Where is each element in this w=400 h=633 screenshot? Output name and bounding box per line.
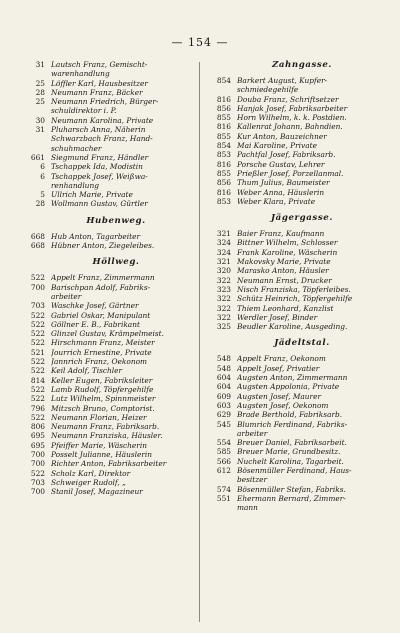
directory-entry [204,294,380,303]
house-number: 695 [30,431,45,441]
directory-entry [18,450,194,459]
directory-entry [204,197,380,206]
resident-name: Siegmund Franz, Händler [51,152,149,162]
house-number: 323 [216,284,231,294]
resident-name: Jourrich Ernestine, Private [51,347,152,357]
section-title-zahngasse: Zahngasse. [271,60,333,70]
jaegergasse-entries [204,229,380,331]
directory-entry [18,134,194,143]
house-number: 522 [30,468,45,478]
resident-name: Mai Karoline, Private [237,141,317,151]
resident-name: Mitzsch Bruno, Comptorist. [51,403,155,413]
directory-entry [18,190,194,199]
resident-name: Keil Adolf, Tischler [51,366,123,376]
house-number: 324 [216,238,231,248]
house-number: 700 [30,449,45,459]
house-number: 522 [30,366,45,376]
house-number: 31 [35,125,45,135]
house-number: 554 [216,438,231,448]
resident-name: Schweiger Rudolf, „ [51,477,126,487]
resident-name: Neumann Florian, Heizer [51,412,147,422]
house-number: 522 [30,338,45,348]
entry-continuation: besitzer [237,475,268,485]
resident-name: Bösenmüller Stefan, Fabriks. [237,484,346,494]
resident-name: Kallenrat Johann, Bahndien. [237,122,343,132]
directory-entry [204,420,380,429]
directory-entry [18,422,194,431]
resident-name: Tschappek Josef, Weißwa- [51,171,148,181]
directory-entry [18,116,194,125]
house-number: 604 [216,373,231,383]
resident-name: Jannrich Franz, Oekonom [51,357,148,367]
house-number: 816 [216,94,231,104]
resident-name: Appelt Josef, Privatier [237,363,320,373]
resident-name: Frank Karoline, Wäscherin [237,247,338,257]
resident-name: Porsche Gustav, Lehrer [237,159,325,169]
directory-entry [204,257,380,266]
directory-entry [18,301,194,310]
resident-name: Nisch Franziska, Töpferleibes. [237,284,351,294]
resident-name: Thiem Leonhard, Kanzlist [237,303,334,313]
house-number: 668 [30,241,45,251]
house-number: 25 [35,78,45,88]
directory-entry [204,141,380,150]
house-number: 31 [35,60,45,69]
directory-entry [204,285,380,294]
resident-name: Göllner E. B., Fabrikant [51,319,140,329]
house-number: 522 [30,273,45,283]
directory-entry [204,322,380,331]
directory-entry [18,125,194,134]
house-number: 322 [216,294,231,304]
section-title-hoellweg: Höllweg. [92,257,140,268]
house-number: 806 [30,422,45,432]
resident-name: Schütz Heinrich, Töpfergehilfe [237,294,353,304]
resident-name: Ehermann Bernard, Zimmer- [237,493,346,503]
house-number: 324 [216,247,231,257]
house-number: 816 [216,159,231,169]
resident-name: Hanjak Josef, Fabriksarbeiter [237,103,348,113]
resident-name: Pachtfal Josef, Fabriksarb. [237,150,336,160]
resident-name: Thum Julius, Baumeister [237,178,330,188]
entry-continuation: arbeiter [51,291,82,301]
house-number: 700 [30,282,45,292]
directory-entry [18,79,194,88]
directory-entry [18,348,194,357]
house-number: 854 [216,76,231,85]
resident-name: Horn Wilhelm, k. k. Postdien. [237,113,347,123]
house-number: 585 [216,447,231,457]
house-number: 855 [216,168,231,178]
resident-name: Augsten Anton, Zimmermann [237,373,348,383]
directory-entry [204,276,380,285]
house-number: 322 [216,312,231,322]
resident-name: Ullrich Marie, Private [51,190,133,200]
house-number: 320 [216,266,231,276]
left-column [18,60,194,496]
directory-entry [18,311,194,320]
resident-name: Pfeiffer Marie, Wäscherin [51,440,147,450]
resident-name: Brade Berthold, Fabriksarb. [237,410,343,420]
directory-entry [204,122,380,131]
resident-name: Hübner Anton, Ziegeleibes. [51,241,155,251]
resident-name: Hirschmann Franz, Meister [51,338,155,348]
house-number: 853 [216,150,231,160]
house-number: 25 [35,97,45,107]
directory-entry [204,401,380,410]
directory-entry [204,188,380,197]
house-number: 796 [30,403,45,413]
directory-entry [18,162,194,171]
directory-entry [18,413,194,422]
house-number: 6 [40,171,45,181]
directory-entry [18,329,194,338]
resident-name: Löffler Karl, Hausbesitzer [51,78,148,88]
section-title-jaedeltstal: Jädeltstal. [274,338,330,349]
resident-name: Schwarzbach Franz, Hand- [51,134,153,144]
house-number: 856 [216,103,231,113]
resident-name: Augsten Appolonia, Private [237,382,340,392]
house-number: 703 [30,301,45,311]
house-number: 325 [216,322,231,332]
resident-name: Neumann Franziska, Häusler. [51,431,163,441]
directory-entry [204,229,380,238]
resident-name: Lamb Rudolf, Töpfergehilfe [51,384,154,394]
jaedeltstal-entries [204,354,380,512]
house-number: 574 [216,484,231,494]
directory-entry [204,466,380,475]
resident-name: Neumann Franz, Fabriksarb. [51,422,160,432]
house-number: 548 [216,354,231,364]
directory-entry [18,357,194,366]
directory-entry [18,273,194,282]
resident-name: Breuer Daniel, Fabriksarbeit. [237,438,347,448]
resident-name: Bösenmüller Ferdinand, Haus- [237,465,352,475]
entry-continuation: mann [237,503,258,513]
directory-entry [204,76,380,85]
directory-entry [204,392,380,401]
resident-name: Blumrich Ferdinand, Fabriks- [237,419,348,429]
resident-name: Prießler Josef, Porzellanmal. [237,168,344,178]
resident-name: Weber Klara, Private [237,196,316,206]
directory-entry [204,410,380,419]
section-title-hubenweg: Hubenweg. [86,215,146,226]
resident-name: Appelt Franz, Oekonom [237,354,326,364]
directory-entry [204,178,380,187]
house-number: 695 [30,440,45,450]
house-number: 551 [216,493,231,503]
house-number [18,134,51,143]
zahngasse-entries [204,76,380,206]
directory-entry [204,485,380,494]
house-number: 853 [216,196,231,206]
directory-entry [18,88,194,97]
resident-name: Barkert August, Kupfer- [237,76,328,85]
house-number: 612 [216,465,231,475]
resident-name: Beudler Karoline, Ausgeding. [237,322,348,332]
house-number: 814 [30,375,45,385]
directory-entry [18,366,194,375]
directory-entry [204,457,380,466]
directory-entry [204,494,380,503]
house-number: 854 [216,141,231,151]
house-number: 522 [30,384,45,394]
directory-entry [204,266,380,275]
resident-name: Neumann Franz, Bäcker [51,87,143,97]
directory-entry [18,431,194,440]
directory-entry [18,283,194,292]
house-number: 856 [216,178,231,188]
resident-name: Wollmann Gustav, Gürtler [51,199,148,209]
entry-continuation: schuldirektor i. P. [51,106,117,116]
house-number: 521 [30,347,45,357]
directory-entry [18,469,194,478]
resident-name: Nuchelt Karolina, Tagarbeit. [237,456,344,466]
directory-entry [18,97,194,106]
house-number: 604 [216,382,231,392]
resident-name: Tschappek Ida, Modistin [51,162,143,172]
entry-continuation: arbeiter [237,428,268,438]
directory-entry [204,447,380,456]
directory-entry [18,60,194,69]
hubenweg-entries [18,232,194,251]
resident-name: Neumann Ernst, Drucker [237,275,332,285]
resident-name: Glinzel Gustav, Krämpelmeist. [51,329,164,339]
resident-name: Baier Franz, Kaufmann [237,229,325,239]
resident-name: Kur Anton, Bauzeichner [237,131,327,141]
resident-name: Augsten Josef, Maurer [237,391,321,401]
directory-entry [204,169,380,178]
directory-entry [18,487,194,496]
house-number: 28 [35,87,45,97]
resident-name: Keller Eugen, Fabriksleiter [51,375,153,385]
resident-name: Lautsch Franz, Gemischt- [51,60,148,69]
directory-entry [204,248,380,257]
resident-name: Augsten Josef, Oekonom [237,400,329,410]
directory-entry [204,364,380,373]
resident-name: Richter Anton, Fabriksarbeiter [51,459,167,469]
house-number: 668 [30,231,45,241]
house-number: 816 [216,187,231,197]
section-title-jaegergasse: Jägergasse. [271,213,333,224]
directory-entry [204,313,380,322]
resident-name: Marasko Anton, Häusler [237,266,329,276]
resident-name: Bittner Wilhelm, Schlosser [237,238,338,248]
resident-name: Scholz Karl, Direktor [51,468,131,478]
directory-entry [18,394,194,403]
resident-name: Barischpan Adolf, Fabriks- [51,282,151,292]
house-number: 322 [216,275,231,285]
directory-entry [18,404,194,413]
resident-name: Werdler Josef, Binder [237,312,318,322]
directory-entry [204,373,380,382]
entry-continuation: renhandlung [51,180,99,190]
house-number: 321 [216,229,231,239]
house-number: 566 [216,456,231,466]
directory-entry [18,241,194,250]
house-number: 855 [216,113,231,123]
directory-entry [204,113,380,122]
directory-entry [18,338,194,347]
directory-entry [204,132,380,141]
directory-entry [18,172,194,181]
house-number: 700 [30,487,45,497]
directory-entry [204,354,380,363]
house-number: 522 [30,310,45,320]
directory-entry [18,199,194,208]
house-number: 5 [40,190,45,200]
directory-entry [204,438,380,447]
resident-name: Weber Anna, Häuslerin [237,187,325,197]
house-number: 545 [216,419,231,429]
house-number: 816 [216,122,231,132]
house-number: 603 [216,400,231,410]
house-number: 322 [216,303,231,313]
house-number: 522 [30,357,45,367]
directory-entry [18,385,194,394]
resident-name: Breuer Marie, Grundbesitz. [237,447,341,457]
house-number: 522 [30,412,45,422]
house-number: 661 [30,152,45,162]
entry-continuation: schuhmacher [51,143,102,153]
resident-name: Neumann Friedrich, Bürger- [51,97,159,107]
resident-name: Appelt Franz, Zimmermann [51,273,155,283]
directory-entry [18,478,194,487]
resident-name: Waschke Josef, Gärtner [51,301,139,311]
resident-name: Posselt Julianne, Häuslerin [51,449,153,459]
directory-entry [204,95,380,104]
resident-name: Gabriel Oskar, Manipulant [51,310,151,320]
column-divider [199,62,200,622]
directory-entry [18,153,194,162]
directory-entry [204,104,380,113]
house-number: 629 [216,410,231,420]
house-number: 703 [30,477,45,487]
house-number: 855 [216,131,231,141]
house-number: 6 [40,162,45,172]
directory-entry [204,382,380,391]
directory-entry [204,238,380,247]
house-number: 522 [30,329,45,339]
resident-name: Douba Franz, Schriftsetzer [237,94,339,104]
house-number: 522 [30,394,45,404]
resident-name: Makovsky Marie, Private [237,257,331,267]
left-top-entries [18,60,194,209]
right-column [204,60,380,512]
house-number: 321 [216,257,231,267]
directory-entry [18,441,194,450]
directory-entry [18,320,194,329]
directory-entry [204,150,380,159]
house-number: 548 [216,363,231,373]
hoellweg-entries [18,273,194,496]
house-number: 28 [35,199,45,209]
directory-entry [18,459,194,468]
page-number: — 154 — [171,36,229,49]
resident-name: Lutz Wilhelm, Spinnmeister [51,394,156,404]
resident-name: Hub Anton, Tagarbeiter [51,231,141,241]
directory-entry [204,304,380,313]
house-number: 700 [30,459,45,469]
house-number: 30 [35,115,45,125]
directory-entry [204,160,380,169]
resident-name: Stanil Josef, Magazineur [51,487,143,497]
entry-continuation: schmiedegehilfe [237,85,299,95]
directory-entry [18,376,194,385]
directory-entry [18,232,194,241]
house-number: 609 [216,391,231,401]
resident-name: Pluharsch Anna, Näherin [51,125,146,135]
entry-continuation: warenhandlung [51,69,110,79]
house-number: 522 [30,319,45,329]
resident-name: Neumann Karolina, Private [51,115,154,125]
